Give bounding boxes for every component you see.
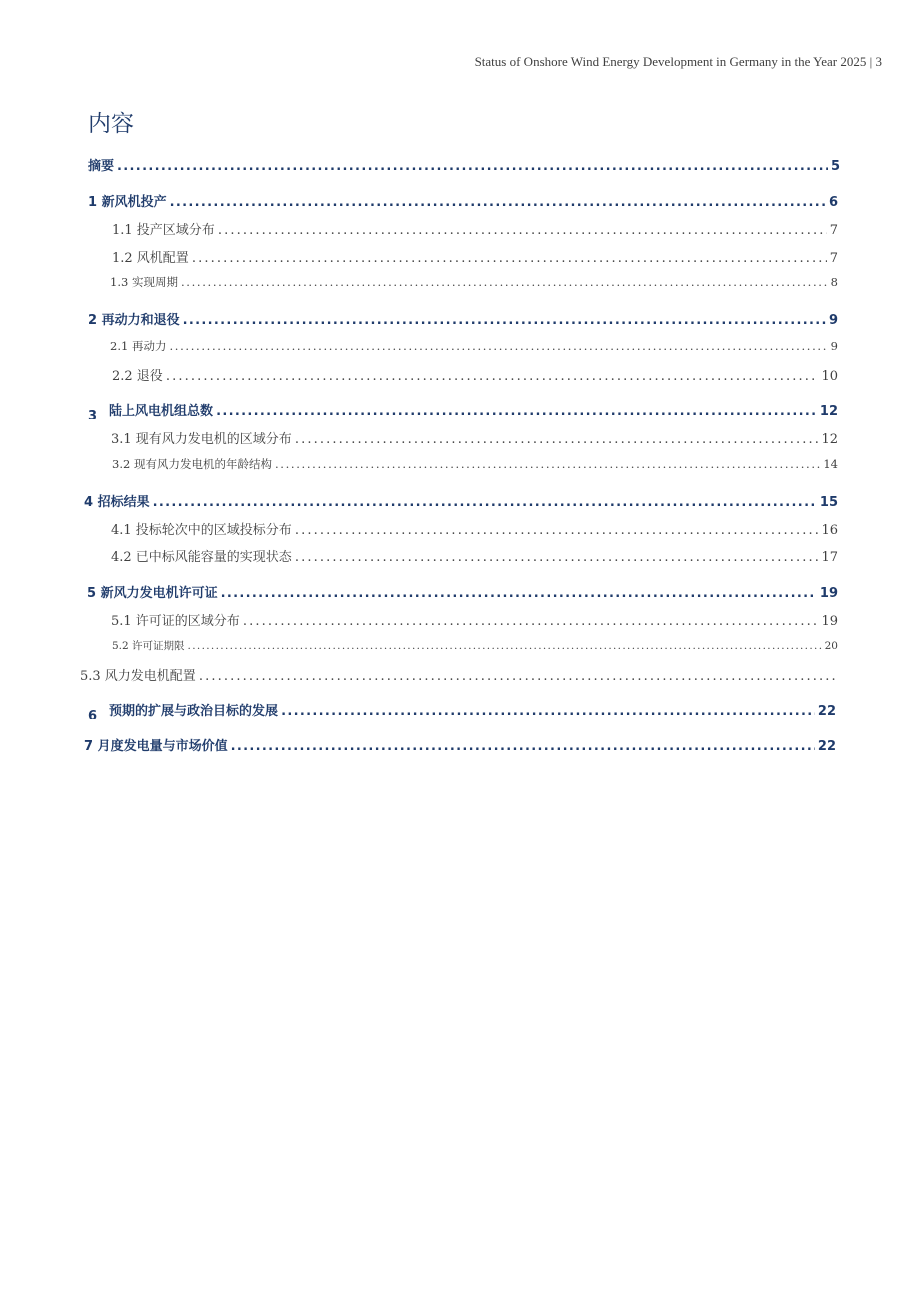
dot-leader [216,404,817,419]
toc-entry-label: 1.1 投产区域分布 [112,223,215,238]
toc-entry-label: 5.2 许可证期限 [112,640,185,652]
toc-entry-page: 12 [819,404,838,419]
dot-leader [231,739,815,754]
dot-leader [281,704,815,719]
dot-leader [243,614,819,629]
toc-entry-page: 9 [828,313,838,328]
toc-entry-section-5-2[interactable] [112,638,838,653]
toc-entry-page: 20 [824,640,838,652]
dot-leader [188,640,822,652]
toc-entry-label: 3.1 现有风力发电机的区域分布 [111,432,292,447]
toc-entry-section-5-3[interactable] [80,665,838,684]
toc-entry-label: 摘要 [88,159,115,174]
toc-entry-page: 10 [821,369,838,384]
dot-leader [199,669,835,684]
toc-entry-section-4[interactable] [84,491,838,510]
toc-entry-section-3-1[interactable] [111,428,838,447]
dot-leader [153,495,817,510]
toc-entry-section-7[interactable] [84,735,836,754]
toc-entry-section-1-3[interactable] [110,274,838,290]
toc-entry-section-4-1[interactable] [111,519,838,538]
dot-leader [192,251,827,266]
dot-leader [221,586,817,601]
toc-entry-page: 16 [821,523,838,538]
toc-entry-page: 8 [830,275,838,289]
toc-entry-label: 2.1 再动力 [110,339,167,353]
toc-entry-section-1-2[interactable] [112,247,838,266]
dot-leader [169,339,827,353]
toc-entry-section-1-1[interactable] [112,219,838,238]
toc-entry-label: 1 新风机投产 [88,195,167,210]
toc-entry-label: 5 新风力发电机许可证 [87,586,218,601]
toc-entry-page: 5 [830,159,840,174]
toc-entry-section-2-2[interactable] [112,365,838,384]
toc-entry-summary[interactable] [88,155,840,174]
toc-entry-page: 17 [821,550,838,565]
toc-entry-section-1[interactable] [88,191,838,210]
toc-entry-label: 4.2 已中标风能容量的实现状态 [111,550,292,565]
toc-entry-label: 陆上风电机组总数 [109,404,214,419]
dot-leader [170,195,826,210]
toc-entry-section-2-1[interactable] [110,338,838,354]
toc-entry-label: 4.1 投标轮次中的区域投标分布 [111,523,292,538]
toc-entry-section-2[interactable] [88,309,838,328]
dot-leader [295,432,819,447]
toc-entry-label: 2.2 退役 [112,369,163,384]
toc-entry-page: 7 [829,223,838,238]
toc-entry-label: 5.1 许可证的区域分布 [111,614,240,629]
toc-entry-section-5-1[interactable] [111,610,838,629]
dot-leader [295,523,819,538]
dot-leader [166,369,819,384]
toc-entry-section-5[interactable] [87,582,838,601]
dot-leader [117,159,828,174]
toc-entry-section-4-2[interactable] [111,546,838,565]
dot-leader [183,313,826,328]
toc-entry-label: 1.2 风机配置 [112,251,189,266]
toc-entry-page: 12 [821,432,838,447]
toc-entry-page: 7 [829,251,838,266]
toc-entry-label: 5.3 风力发电机配置 [80,669,196,684]
toc-entry-label: 7 月度发电量与市场价值 [84,739,228,754]
running-header: Status of Onshore Wind Energy Development in Germany in the Year 2025 | 3 [474,54,882,69]
toc-entry-page: 15 [819,495,838,510]
dot-leader [218,223,827,238]
toc-entry-section-3-2[interactable] [112,456,838,472]
toc-entry-number: 3 [88,409,98,419]
toc-entry-page: 6 [828,195,838,210]
toc-entry-section-3[interactable] [88,400,838,419]
toc-title: 内容 [88,111,134,137]
toc-entry-label: 1.3 实现周期 [110,275,178,289]
toc-entry-number: 6 [88,709,98,719]
toc-entry-page: 9 [830,339,838,353]
toc-entry-section-6[interactable] [88,700,836,719]
dot-leader [295,550,819,565]
toc-entry-page: 19 [821,614,838,629]
dot-leader [275,457,820,471]
dot-leader [181,275,828,289]
toc-entry-page: 22 [817,704,836,719]
toc-entry-label: 2 再动力和退役 [88,313,180,328]
toc-entry-page: 19 [819,586,838,601]
toc-entry-page: 14 [823,457,838,471]
toc-entry-label: 预期的扩展与政治目标的发展 [109,704,279,719]
toc-entry-label: 4 招标结果 [84,495,150,510]
toc-entry-page: 22 [817,739,836,754]
toc-entry-label: 3.2 现有风力发电机的年龄结构 [112,457,272,471]
